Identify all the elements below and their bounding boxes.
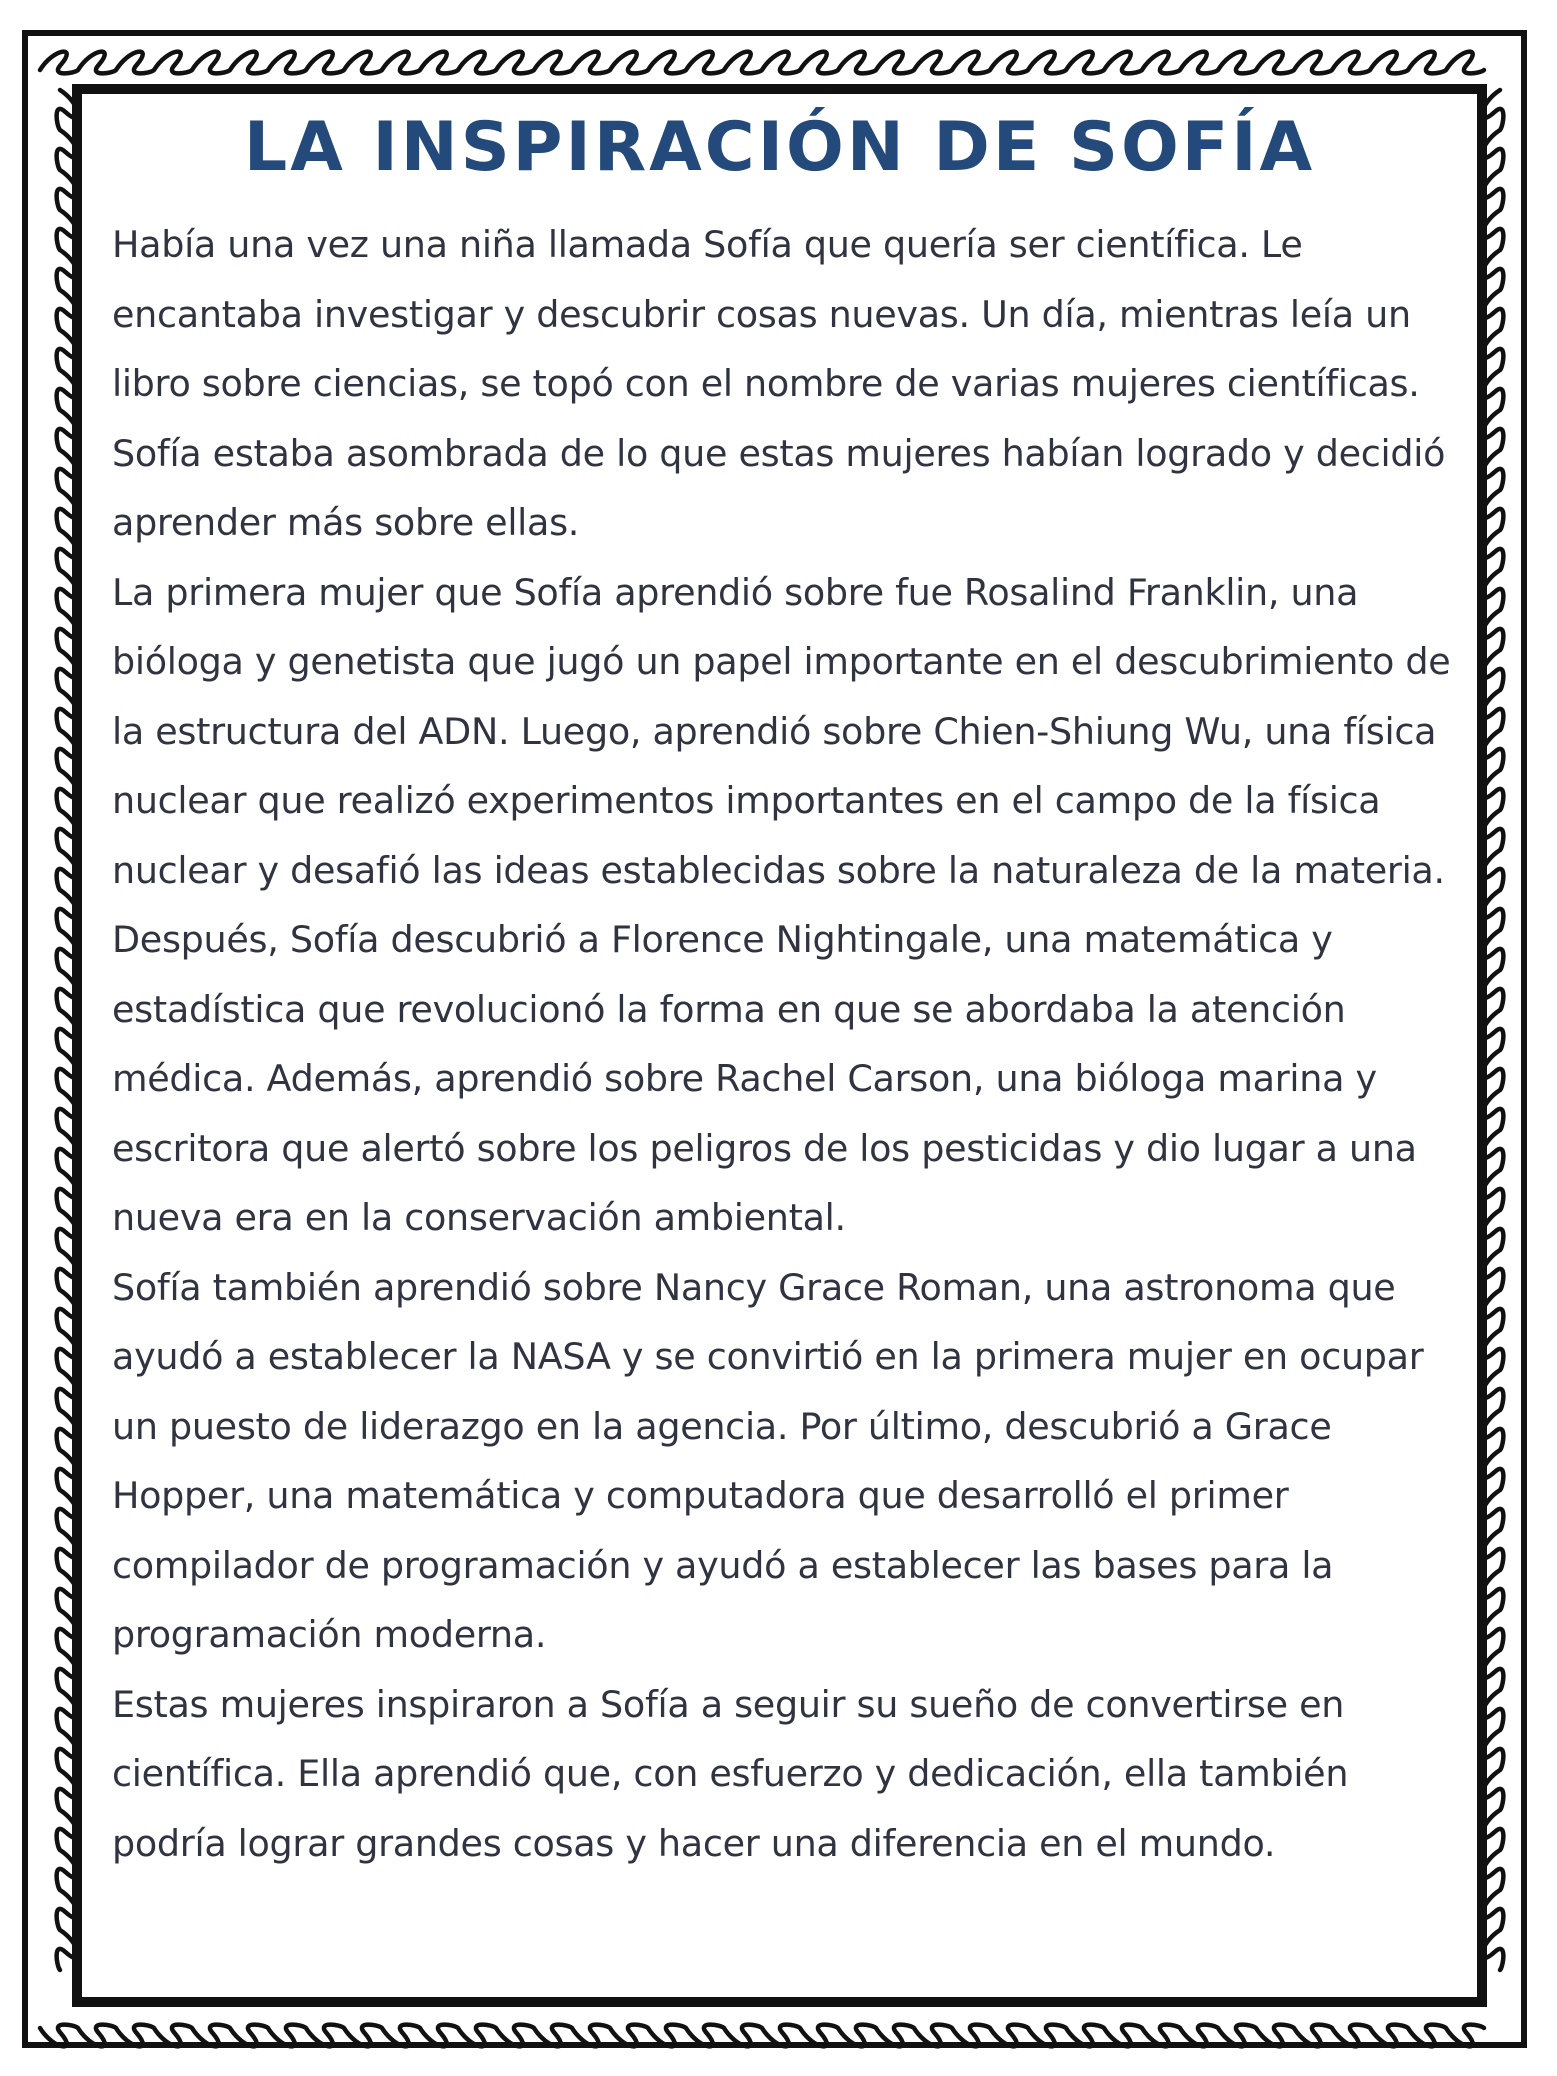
story-paragraph: Estas mujeres inspiraron a Sofía a seguir su sueño de convertirse en científica. Ella aprendió que, con esfuerzo y dedicación, ella también podría lograr grandes cosas y hacer una diferencia en el mundo. xyxy=(112,1682,1349,1865)
story-body xyxy=(112,210,1462,1878)
story-paragraph: La primera mujer que Sofía aprendió sobre fue Rosalind Franklin, una bióloga y genetista que jugó un papel importante en el descubrimiento de la estructura del ADN. Luego, aprendió sobre Chien-Shiung Wu, una física nuclear que realizó experimentos importantes en el campo de la física nuclear y desafió las ideas establecidas sobre la naturaleza de la materia. xyxy=(112,570,1451,892)
border-loop-row xyxy=(40,2025,1484,2047)
page-title: LA INSPIRACIÓN DE SOFÍA xyxy=(243,108,1316,187)
story-paragraph: Había una vez una niña llamada Sofía que quería ser científica. Le encantaba investigar y descubrir cosas nuevas. Un día, mientras leía un libro sobre ciencias, se topó con el nombre de varias mujeres científicas. Sofía estaba asombrada de lo que estas mujeres habían logrado y decidió aprender más sobre ellas. xyxy=(112,223,1446,544)
story-paragraph: Sofía también aprendió sobre Nancy Grace Roman, una astronoma que ayudó a establecer la NASA y se convirtió en la primera mujer en ocupar un puesto de liderazgo en la agencia. Por último, descubrió a Grace Hopper, una matemática y computadora que desarrolló el primer compilador de programación y ayudó a establecer las bases para la programación moderna. xyxy=(112,1265,1424,1656)
story-paragraph: Después, Sofía descubrió a Florence Nightingale, una matemática y estadística que revolucionó la forma en que se abordaba la atención médica. Además, aprendió sobre Rachel Carson, una bióloga marina y escritora que alertó sobre los peligros de los pesticidas y dio lugar a una nueva era en la conservación ambiental. xyxy=(112,918,1417,1239)
border-loop-row xyxy=(40,52,1484,74)
